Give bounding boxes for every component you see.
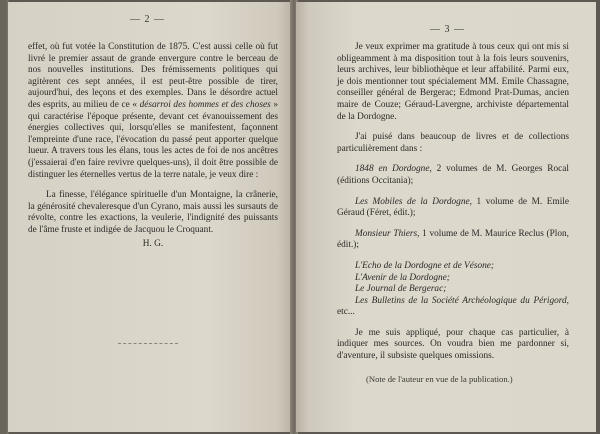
source-entry: Les Bulletins de la Société Archéologique du Périgord, etc...: [337, 295, 569, 318]
page-body: [28, 42, 278, 250]
source-entry: Le Journal de Bergerac;: [355, 284, 447, 295]
right-page: [296, 2, 596, 432]
left-page: [8, 2, 292, 432]
paragraph: La finesse, l'élégance spirituelle d'un Montaigne, la crânerie, la générosité chevaleresque d'un Cyrano, mais aussi les sursauts de révolte, contre les exactions, la veulerie, l'indignité des puissants de l'âme fruste et indigée de Jacquou le Croquant.: [28, 190, 278, 235]
source-entry: Monsieur Thiers, 1 volume de M. Maurice Reclus (Plon, édit.);: [337, 228, 569, 251]
author-note: (Note de l'auteur en vue de la publication.): [366, 374, 513, 384]
paragraph: Je me suis appliqué, pour chaque cas particulier, à indiquer mes sources. On voudra bien me pardonner si, d'aventure, il subsiste quelques omissions.: [337, 327, 569, 362]
page-number: — 2 —: [130, 14, 165, 25]
decorative-rule: [118, 343, 178, 344]
italic-quote: désarroi des hommes et des choses: [139, 99, 271, 110]
paragraph: effet, où fut votée la Constitution de 1875. C'est aussi celle où fut livré le premier assaut de grande envergure contre le berceau de nos nouvelles institutions. Des frémissements politiques qui agitèrent ces sept années, il est peut-être possible de tirer, aujourd'hui, des leçons et des exemples. Dans le désordre actuel des esprits, au milieu de ce « désarroi des hommes et des choses » qui caractérise l'époque présente, devant cet évanouissement des énergies collectives qui, lorsqu'elles se manifestent, façonnent l'empreinte d'une race, l'évocation du passé peut apporter quelque lueur. A travers tous les élans, tous les actes de foi de nos ancêtres (j'essaierai d'en faire revivre quelques-uns), il doit être possible de distinguer les éternelles vertus de la terre natale, je veux dire :: [28, 42, 278, 180]
signature: H. G.: [142, 238, 164, 249]
paragraph: J'ai puisé dans beaucoup de livres et de collections particulièrement dans :: [337, 132, 569, 154]
page-body: [337, 42, 569, 363]
source-entry: L'Avenir de la Dordogne;: [355, 272, 450, 283]
paragraph: Je veux exprimer ma gratitude à tous ceux qui ont mis si obligeamment à ma disposition tout à la fois leurs souvenirs, leurs archives, leur bibliothèque et leur affabilité. Parmi eux, je dois mentionner tout spécialement MM. Emile Chassagne, conseiller général de Bergerac; Edmond Prat-Dumas, ancien maire de Couze; Géraud-Lavergne, archiviste départemental de la Dordogne.: [337, 42, 569, 122]
source-entry: 1848 en Dordogne, 2 volumes de M. Georges Rocal (éditions Occitania);: [337, 164, 569, 186]
source-entry: L'Echo de la Dordogne et de Vésone;: [355, 260, 494, 271]
page-number: — 3 —: [430, 24, 465, 35]
source-entry: Les Mobiles de la Dordogne, 1 volume de M. Emile Géraud (Féret, édit.);: [337, 196, 569, 219]
